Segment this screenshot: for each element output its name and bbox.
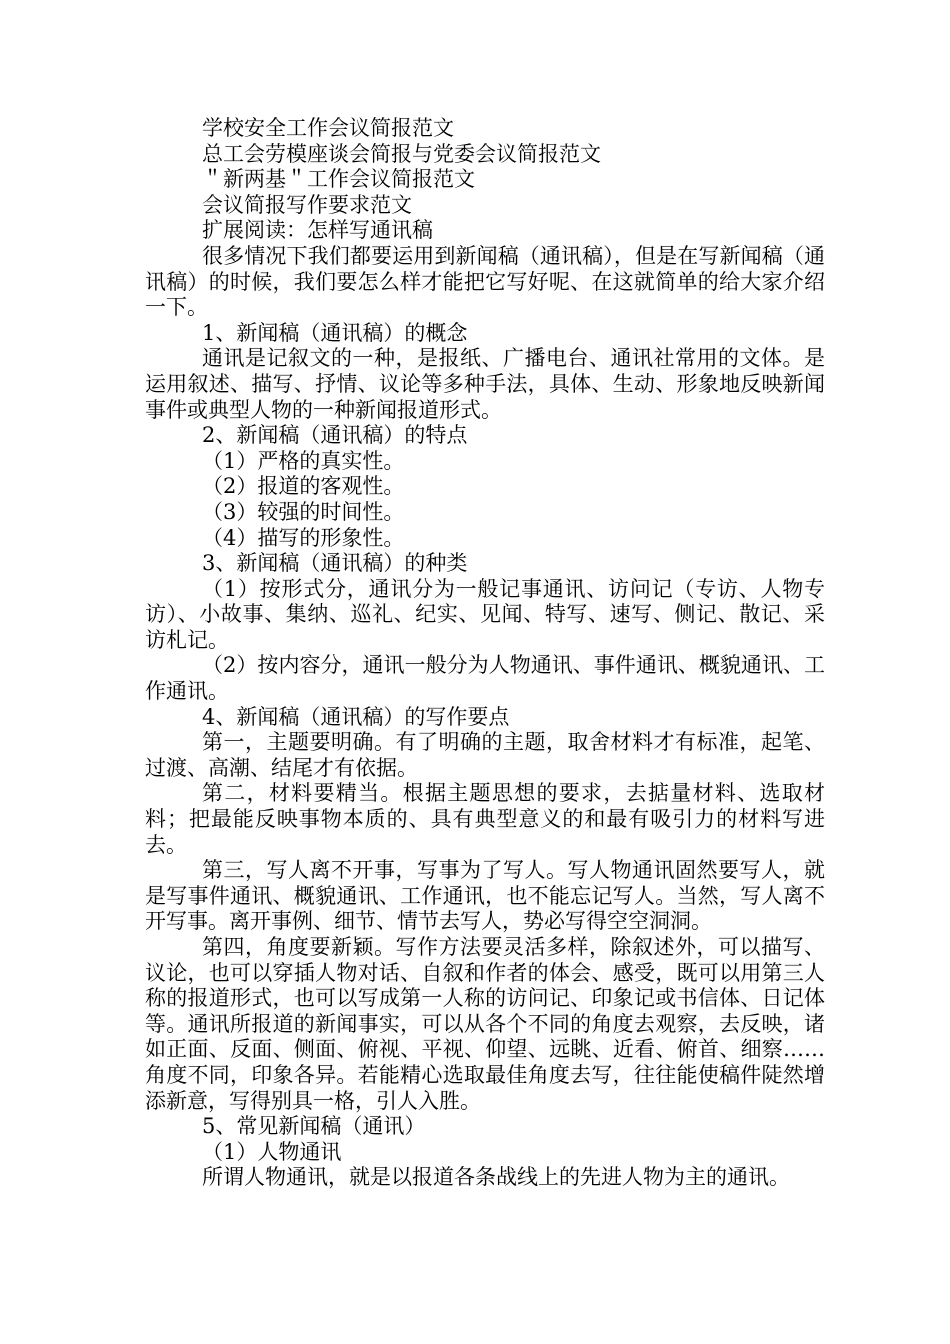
section-heading-concept: 1、新闻稿（通讯稿）的概念 — [202, 320, 468, 345]
writing-point-paragraph: 第一，主题要明确。有了明确的主题，取舍材料才有标准，起笔、过渡、高潮、结尾才有依据。 — [145, 730, 825, 780]
intro-paragraph: 很多情况下我们都要运用到新闻稿（通讯稿），但是在写新闻稿（通讯稿）的时候，我们要怎么样才能把它写好呢、在这就简单的给大家介绍一下。 — [145, 243, 825, 320]
feature-item: （3）较强的时间性。 — [202, 499, 405, 524]
subheading-person-report: （1）人物通讯 — [202, 1139, 342, 1164]
writing-point-paragraph: 第三，写人离不开事，写事为了写人。写人物通讯固然要写人，就是写事件通讯、概貌通讯、工作通讯，也不能忘记写人。当然，写人离不开写事。离开事例、细节、情节去写人，势必写得空空洞洞。 — [145, 858, 825, 934]
feature-item: （4）描写的形象性。 — [202, 525, 405, 550]
types-by-content-paragraph: （2）按内容分，通讯一般分为人物通讯、事件通讯、概貌通讯、工作通讯。 — [145, 653, 825, 704]
feature-item: （2）报道的客观性。 — [202, 474, 405, 499]
types-by-form-paragraph: （1）按形式分，通讯分为一般记事通讯、访问记（专访、人物专访）、小故事、集纳、巡礼、纪实、见闻、特写、速写、侧记、散记、采访札记。 — [145, 576, 825, 652]
related-link-writing-requirements: 会议简报写作要求范文 — [202, 192, 412, 217]
related-link-union-party: 总工会劳模座谈会简报与党委会议简报范文 — [202, 141, 601, 166]
feature-item: （1）严格的真实性。 — [202, 448, 405, 473]
section-heading-common-types: 5、常见新闻稿（通讯） — [202, 1114, 426, 1139]
person-report-paragraph: 所谓人物通讯，就是以报道各条战线上的先进人物为主的通讯。 — [202, 1165, 790, 1190]
section-heading-types: 3、新闻稿（通讯稿）的种类 — [202, 551, 468, 576]
section-heading-features: 2、新闻稿（通讯稿）的特点 — [202, 423, 468, 448]
writing-point-paragraph: 第四，角度要新颖。写作方法要灵活多样，除叙述外，可以描写、议论，也可以穿插人物对话、自叙和作者的体会、感受，既可以用第三人称的报道形式，也可以写成第一人称的访问记、印象记或书信体、日记体等。通讯所报道的新闻事实，可以从各个不同的角度去观察，去反映，诸如正面、反面、侧面、俯视、平视、仰望、远眺、近看、俯首、细察……角度不同，印象各异。若能精心选取最佳角度去写，往往能使稿件陡然增添新意，写得别具一格，引人入胜。 — [145, 935, 825, 1113]
writing-point-paragraph: 第二，材料要精当。根据主题思想的要求，去掂量材料、选取材料；把最能反映事物本质的、具有典型意义的和最有吸引力的材料写进去。 — [145, 781, 825, 857]
related-link-school-safety: 学校安全工作会议简报范文 — [202, 116, 454, 140]
related-link-new-two-basics: ＂新两基＂工作会议简报范文 — [202, 167, 475, 192]
document-body — [145, 116, 825, 1191]
section-heading-writing-points: 4、新闻稿（通讯稿）的写作要点 — [202, 704, 510, 729]
concept-paragraph: 通讯是记叙文的一种，是报纸、广播电台、通讯社常用的文体。是运用叙述、描写、抒情、议论等多种手法，具体、生动、形象地反映新闻事件或典型人物的一种新闻报道形式。 — [145, 346, 825, 422]
extended-reading-heading: 扩展阅读：怎样写通讯稿 — [202, 218, 433, 243]
